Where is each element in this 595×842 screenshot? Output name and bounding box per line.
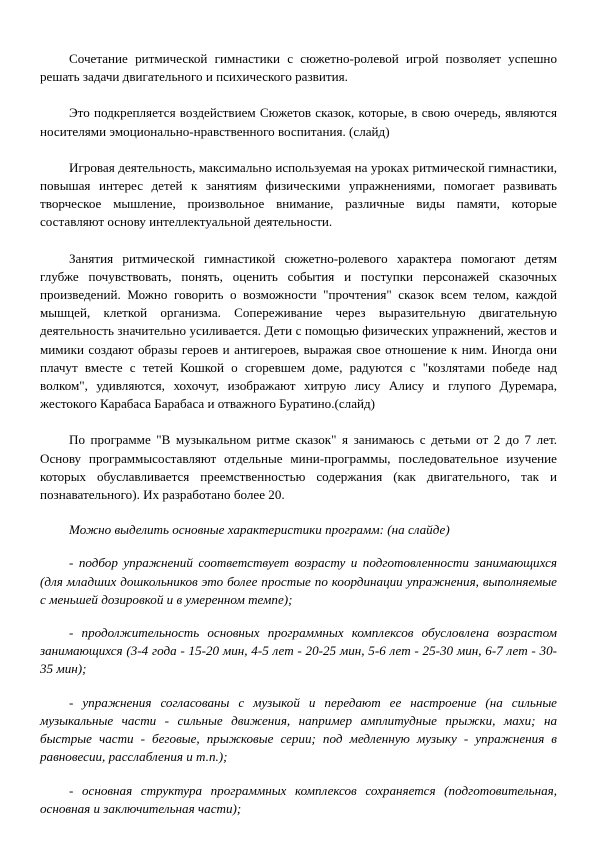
paragraph-2: Это подкрепляется воздействием Сюжетов сказок, которые, в свою очередь, являются носителями эмоционально-нравственного воспитания. (слайд) <box>40 105 557 139</box>
paragraph-3: Игровая деятельность, максимально используемая на уроках ритмической гимнастики, повышая интерес детей к занятиям физическими упражнениями, помогает развивать творческое мышление, произвольное внимание, различные виды памяти, которые составляют основу интеллектуальной деятельности. <box>40 159 557 230</box>
paragraph-4: Занятия ритмической гимнастикой сюжетно-ролевого характера помогают детям глубже почувствовать, понять, оценить события и поступки персонажей сказочных произведений. Можно говорить о возможности "прочтения" сказок всем телом, каждой мышцей, клеткой организма. Сопереживание через выразительную двигательную деятельность значительно усиливается. Дети с помощью физических упражнений, жестов и мимики создают образы героев и антигероев, выражая свое отношение к ним. Иногда они плачут вместе с тетей Кошкой о сгоревшем доме, радуются с "козлятами победе над волком", удивляются, хохочут, изображают хитрую лису Алису и глупого Дуремара, жестокого Карабаса Барабаса и отважного Буратино.(слайд) <box>40 250 557 412</box>
characteristic-item-2: - продолжительность основных программных комплексов обусловлена возрастом занимающихся (3-4 года - 15-20 мин, 4-5 лет - 20-25 мин, 5-6 лет - 25-30 мин, 6-7 лет - 30-35 мин); <box>40 625 557 677</box>
paragraph-5: По программе "В музыкальном ритме сказок" я занимаюсь с детьми от 2 до 7 лет. Основу программысоставляют отдельные мини-программы, последовательное изучение которых обуславливается преемственностью содержания (как двигательного, так и познавательного). Их разработано более 20. <box>40 432 557 503</box>
characteristic-item-3: - упражнения согласованы с музыкой и передают ее настроение (на сильные музыкальные части - сильные движения, например амплитудные прыжки, махи; на быстрые части - беговые, прыжковые серии; под медленную музыку - упражнения в равновесии, расслабления и т.п.); <box>40 694 557 765</box>
characteristic-item-1: - подбор упражнений соответствует возрасту и подготовленности занимающихся (для младших дошкольников это более простые по координации упражнения, выполняемые с меньшей дозировкой и в умеренном темпе); <box>40 555 557 607</box>
characteristic-item-4: - основная структура программных комплексов сохраняется (подготовительная, основная и заключительная части); <box>40 782 557 816</box>
paragraph-1: Сочетание ритмической гимнастики с сюжетно-ролевой игрой позволяет успешно решать задачи двигательного и психического развития. <box>40 51 557 85</box>
characteristics-heading: Можно выделить основные характеристики программ: (на слайде) <box>69 522 450 538</box>
